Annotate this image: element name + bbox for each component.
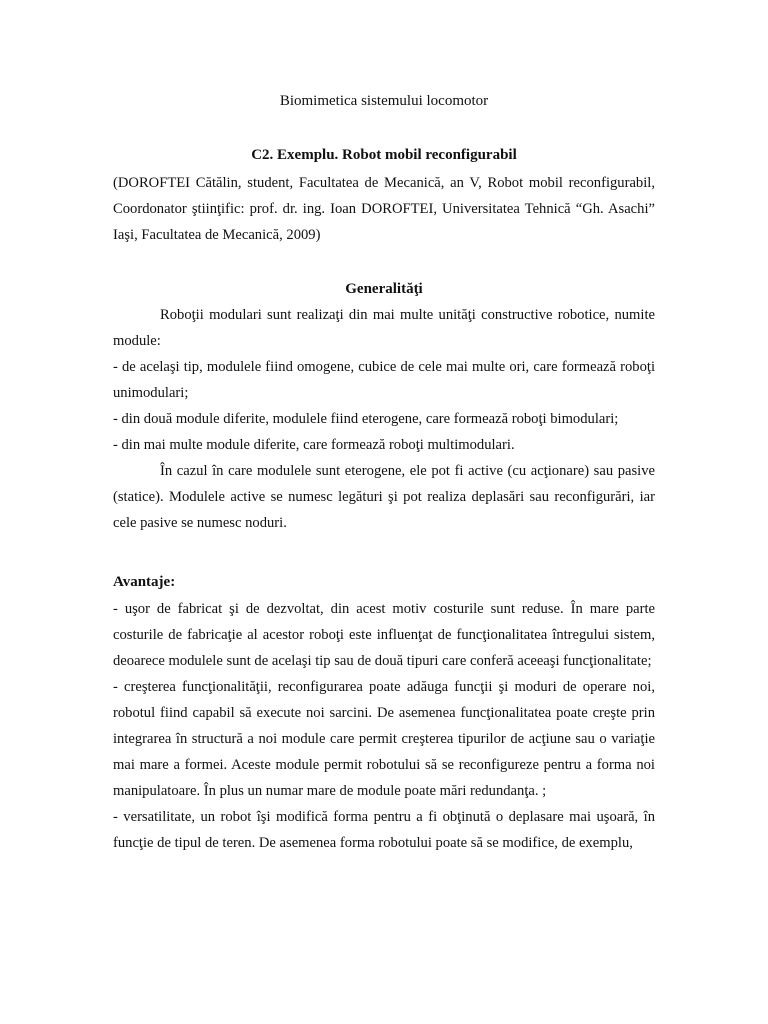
advantages-block — [113, 569, 655, 856]
generalities-block — [113, 302, 655, 536]
reference-paragraph: (DOROFTEI Cătălin, student, Facultatea de Mecanică, an V, Robot mobil reconfigurabil, Coordonator ştiinţific: prof. dr. ing. Ioan DOROFTEI, Universitatea Tehnică “Gh. Asachi” Iaşi, Facultatea de Mecanică, 2009) — [113, 175, 655, 243]
list-item: - din două module diferite, modulele fiind eterogene, care formează roboţi bimodulari; — [113, 411, 619, 427]
advantages-heading: Avantaje: — [113, 574, 176, 590]
generalities-heading: Generalităţi — [345, 281, 423, 297]
list-item: - versatilitate, un robot îşi modifică forma pentru a fi obţinută o deplasare mai uşoară, în funcţie de tipul de teren. De asemenea forma robotului poate să se modifice, de exemplu, — [113, 809, 655, 851]
reference-block — [113, 170, 655, 248]
list-item: - de acelaşi tip, modulele fiind omogene, cubice de cele mai multe ori, care formează roboţi unimodulari; — [113, 359, 655, 401]
section-title: C2. Exemplu. Robot mobil reconfigurabil — [251, 147, 517, 163]
list-item: - creşterea funcţionalităţii, reconfigurarea poate adăuga funcţii şi moduri de operare noi, robotul fiind capabil să execute noi sarcini. De asemenea funcţionalitatea poate creşte prin integrarea în structură a noi module care permit creşterea tipurilor de acţiune sau o variaţie mai mare a formei. Aceste module permit robotului să se reconfigureze pentru a forma noi manipulatoare. În plus un numar mare de module poate mări redundanţa. ; — [113, 679, 655, 799]
list-item: - uşor de fabricat şi de dezvoltat, din acest motiv costurile sunt reduse. În mare parte costurile de fabricaţie al acestor roboţi este influenţat de funcţionalitatea întregului sistem, deoarece modulele sunt de acelaşi tip sau de două tipuri care conferă aceeaşi funcţionalitate; — [113, 601, 655, 669]
list-item: - din mai multe module diferite, care formează roboţi multimodulari. — [113, 437, 515, 453]
page-title: Biomimetica sistemului locomotor — [279, 93, 489, 109]
generalities-paragraph: În cazul în care modulele sunt eterogene, ele pot fi active (cu acţionare) sau pasive (statice). Modulele active se numesc legături şi pot realiza deplasări sau reconfigurări, iar cele pasive se numesc noduri. — [113, 463, 655, 531]
generalities-intro: Roboţii modulari sunt realizaţi din mai multe unităţi constructive robotice, numite module: — [113, 307, 655, 349]
